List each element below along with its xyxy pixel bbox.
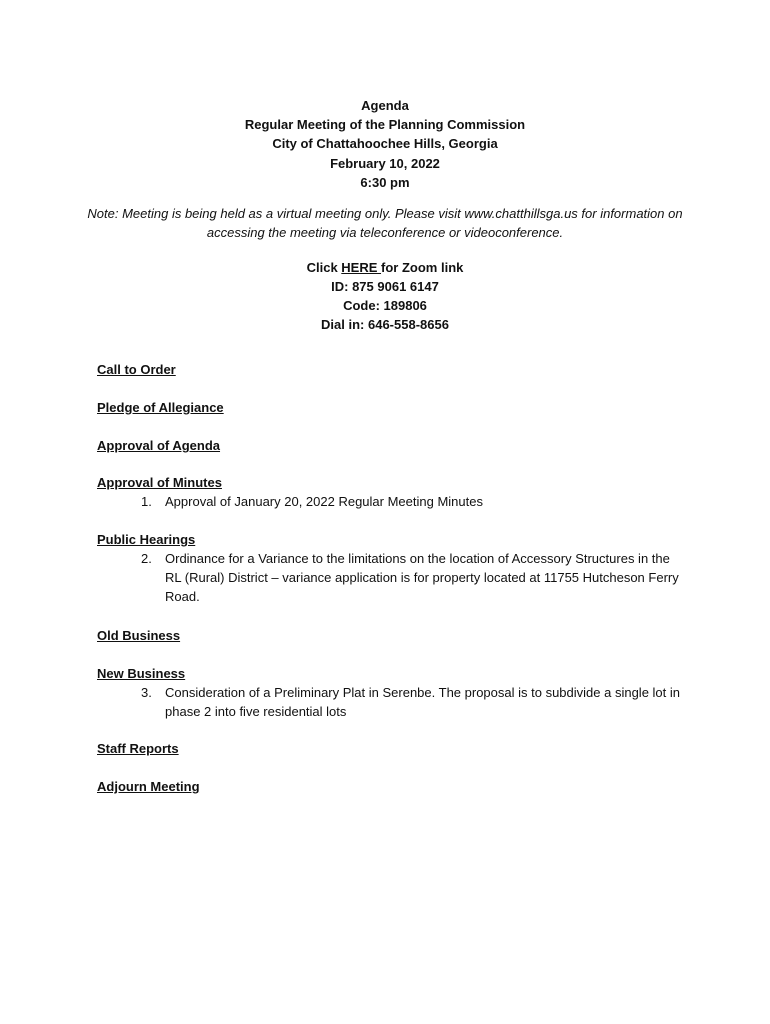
section-call-to-order xyxy=(97,360,697,379)
section-title: Approval of Agenda xyxy=(97,438,221,453)
item-number: 2. xyxy=(141,551,152,566)
section-title: Call to Order xyxy=(97,362,176,377)
zoom-meeting-id: ID: 875 9061 6147 xyxy=(331,279,439,294)
zoom-click-suffix: for Zoom link xyxy=(381,260,464,275)
section-new-business xyxy=(97,664,697,721)
section-title: Old Business xyxy=(97,628,181,643)
zoom-click-prefix: Click xyxy=(306,260,342,275)
zoom-here-link[interactable]: HERE xyxy=(341,260,382,275)
meeting-name: Regular Meeting of the Planning Commission xyxy=(244,117,526,133)
section-staff-reports xyxy=(97,739,697,758)
agenda-title: Agenda xyxy=(361,98,409,113)
zoom-code: Code: 189806 xyxy=(343,298,427,313)
section-title: Public Hearings xyxy=(97,532,196,547)
zoom-link-line xyxy=(0,258,770,277)
list-item xyxy=(141,492,685,511)
section-adjourn xyxy=(97,777,697,796)
item-number: 3. xyxy=(141,685,152,700)
section-old-business xyxy=(97,626,697,645)
meeting-time: 6:30 pm xyxy=(360,174,410,190)
zoom-dial-in: Dial in: 646-558-8656 xyxy=(321,317,449,332)
section-title: Staff Reports xyxy=(97,741,179,756)
section-title: New Business xyxy=(97,666,186,681)
meeting-date: February 10, 2022 xyxy=(330,155,440,171)
section-pledge xyxy=(97,398,697,417)
section-title: Approval of Minutes xyxy=(97,475,222,490)
item-text: Approval of January 20, 2022 Regular Meeting Minutes xyxy=(165,494,483,509)
section-title: Adjourn Meeting xyxy=(97,779,200,794)
virtual-meeting-note: Note: Meeting is being held as a virtual meeting only. Please visit www.chatthillsga.us for information on accessing the meeting via teleconference or videoconference. xyxy=(87,206,683,240)
item-text: Ordinance for a Variance to the limitations on the location of Accessory Structures in the RL (Rural) District – variance application is for property located at 11755 Hutcheson Ferry Road. xyxy=(165,551,679,604)
section-title: Pledge of Allegiance xyxy=(97,400,224,415)
section-approval-minutes xyxy=(97,473,697,511)
section-approval-agenda xyxy=(97,436,697,455)
item-text: Consideration of a Preliminary Plat in Serenbe. The proposal is to subdivide a single lot in phase 2 into five residential lots xyxy=(165,685,680,719)
agenda-header xyxy=(0,96,770,192)
zoom-info xyxy=(0,258,770,334)
city-name: City of Chattahoochee Hills, Georgia xyxy=(272,136,498,152)
list-item xyxy=(141,549,685,606)
list-item xyxy=(141,683,685,721)
section-public-hearings xyxy=(97,530,697,606)
item-number: 1. xyxy=(141,494,152,509)
